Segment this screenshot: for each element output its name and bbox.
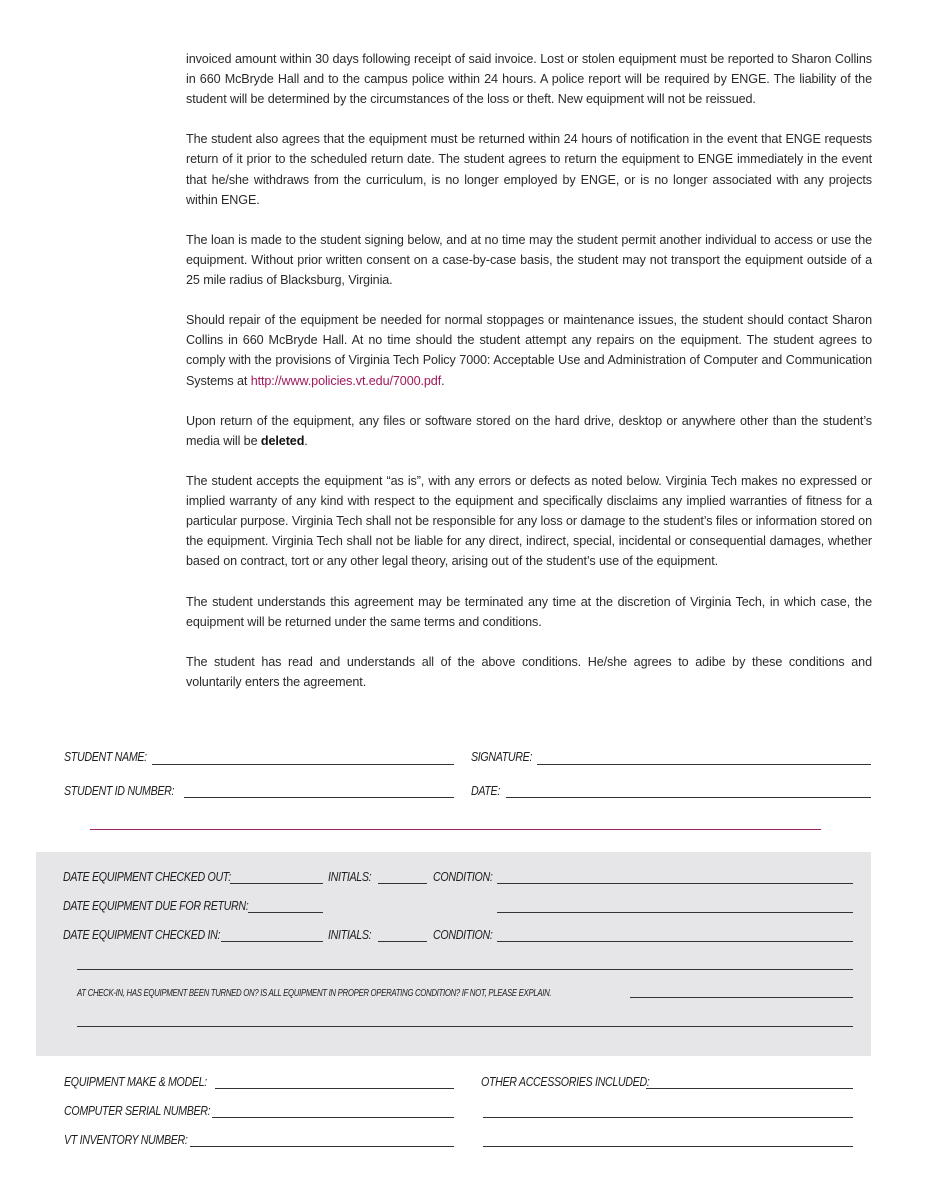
due-return-field[interactable] (248, 912, 323, 913)
check-in-question-label: AT CHECK-IN, HAS EQUIPMENT BEEN TURNED ON? IS ALL EQUIPMENT IN PROPER OPERATING CONDITION? IF NOT, PLEASE EXPLAIN. (77, 988, 552, 999)
notes-line-2[interactable] (77, 1026, 853, 1027)
serial-number-field[interactable] (212, 1117, 454, 1118)
paragraph-files-text: Upon return of the equipment, any files or software stored on the hard drive, desktop or anywhere other than the student’s media will be (186, 413, 872, 448)
date-field[interactable] (506, 797, 871, 798)
initials-out-field[interactable] (378, 883, 427, 884)
due-return-label: DATE EQUIPMENT DUE FOR RETURN: (63, 898, 249, 913)
condition-out-field-2[interactable] (497, 912, 853, 913)
initials-in-field[interactable] (378, 941, 427, 942)
paragraph-repair (186, 310, 872, 390)
paragraph-liability: invoiced amount within 30 days following receipt of said invoice. Lost or stolen equipment must be reported to Sharon Collins in 660 McBryde Hall and to the campus police within 24 hours. A police report will be required by ENGE. The liability of the student will be determined by the circumstances of the loss or theft. New equipment will not be reissued. (186, 52, 872, 107)
date-label: DATE: (471, 783, 500, 798)
paragraph-files (186, 411, 872, 451)
agreement-body (186, 49, 872, 712)
check-in-explain-field[interactable] (630, 997, 853, 998)
section-divider (90, 829, 821, 830)
notes-line-1[interactable] (77, 969, 853, 970)
paragraph-files-end: . (304, 433, 308, 448)
checked-in-field[interactable] (221, 941, 323, 942)
condition-out-field[interactable] (497, 883, 853, 884)
condition-out-label: CONDITION: (433, 869, 493, 884)
make-model-label: EQUIPMENT MAKE & MODEL: (64, 1074, 207, 1089)
paragraph-termination: The student understands this agreement may be terminated any time at the discretion of Virginia Tech, in which case, the equipment will be returned under the same terms and conditions. (186, 594, 872, 629)
checked-out-field[interactable] (230, 883, 323, 884)
student-name-field[interactable] (152, 764, 454, 765)
paragraph-loan: The loan is made to the student signing below, and at no time may the student permit another individual to access or use the equipment. Without prior written consent on a case-by-case basis, the student may not transport the equipment outside of a 25 mile radius of Blacksburg, Virginia. (186, 232, 872, 288)
initials-out-label: INITIALS: (328, 869, 372, 884)
paragraph-return: The student also agrees that the equipment must be returned within 24 hours of notification in the event that ENGE requests return of it prior to the scheduled return date. The student agrees to return the equipment to ENGE immediately in the event that he/she withdraws from the curriculum, is no longer employed by ENGE, or is no longer associated with any projects within ENGE. (186, 132, 872, 207)
accessories-field[interactable] (646, 1088, 853, 1089)
accessories-field-3[interactable] (483, 1146, 853, 1147)
accessories-label: OTHER ACCESSORIES INCLUDED: (481, 1074, 650, 1089)
paragraph-repair-end: . (441, 373, 445, 388)
signature-label: SIGNATURE: (471, 749, 533, 764)
condition-in-field[interactable] (497, 941, 853, 942)
deleted-emphasis: deleted (260, 433, 305, 448)
paragraph-acknowledgement: The student has read and understands all of the above conditions. He/she agrees to adibe by these conditions and voluntarily enters the agreement. (186, 654, 872, 689)
checked-in-label: DATE EQUIPMENT CHECKED IN: (63, 927, 221, 942)
paragraph-warranty: The student accepts the equipment “as is”, with any errors or defects as noted below. Virginia Tech makes no expressed or implied warranty of any kind with respect to the equipment and specifically disclaims any implied warranties of fitness for a particular purpose. Virginia Tech shall not be responsible for any loss or damage to the student’s files or information stored on the equipment. Virginia Tech shall not be liable for any direct, indirect, special, incidental or consequential damages, whether based on contract, tort or any other legal theory, arising out of the student’s use of the equipment. (186, 473, 872, 569)
checked-out-label: DATE EQUIPMENT CHECKED OUT: (63, 869, 231, 884)
inventory-number-field[interactable] (190, 1146, 454, 1147)
policy-link[interactable]: http://www.policies.vt.edu/7000.pdf (250, 373, 442, 388)
student-name-label: STUDENT NAME: (64, 749, 147, 764)
condition-in-label: CONDITION: (433, 927, 493, 942)
make-model-field[interactable] (215, 1088, 454, 1089)
serial-number-label: COMPUTER SERIAL NUMBER: (64, 1103, 211, 1118)
paragraph-repair-text: Should repair of the equipment be needed for normal stoppages or maintenance issues, the student should contact Sharon Collins in 660 McBryde Hall. At no time should the student attempt any repairs on the equipment. The student agrees to comply with the provisions of Virginia Tech Policy 7000: Acceptable Use and Administration of Computer and Communication Systems at (186, 313, 872, 388)
accessories-field-2[interactable] (483, 1117, 853, 1118)
student-id-label: STUDENT ID NUMBER: (64, 783, 175, 798)
inventory-number-label: VT INVENTORY NUMBER: (64, 1132, 188, 1147)
initials-in-label: INITIALS: (328, 927, 372, 942)
signature-field[interactable] (537, 764, 871, 765)
student-id-field[interactable] (184, 797, 454, 798)
